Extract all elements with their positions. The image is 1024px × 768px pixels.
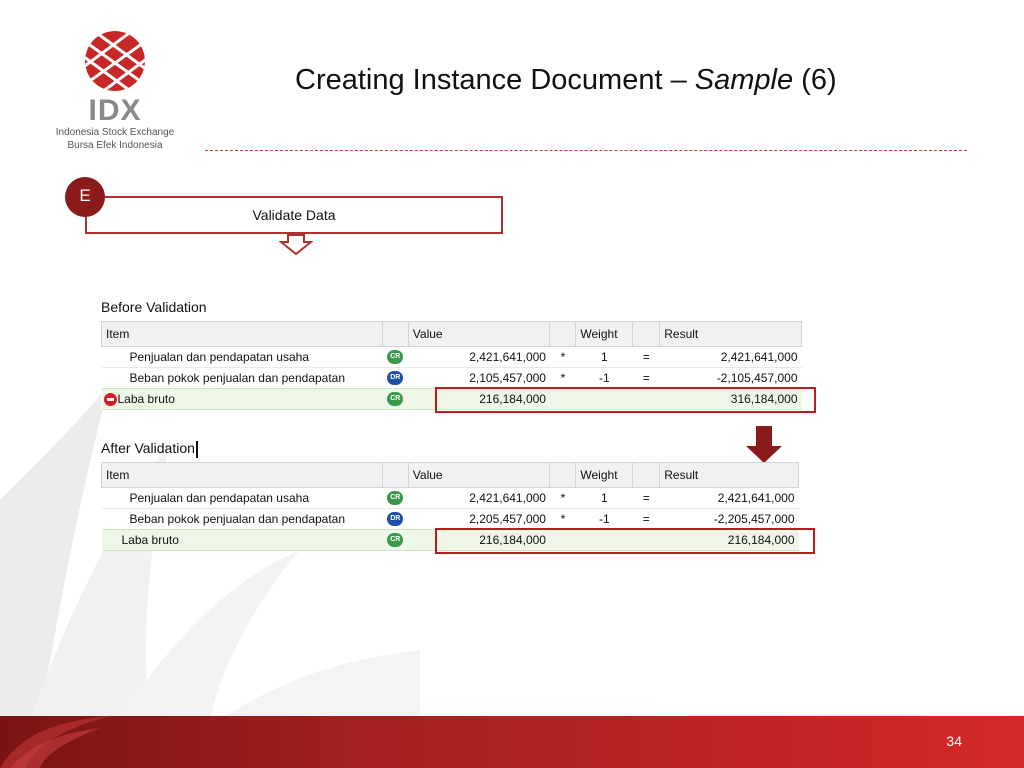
after-validation-label: After Validation [101,440,195,456]
column-header-op [550,463,576,488]
value-cell: 216,184,000 [408,530,550,551]
table-row[interactable] [102,347,802,368]
item-cell: Beban pokok penjualan dan pendapatan [129,512,346,526]
credit-badge-icon: CR [387,491,403,505]
step-box [85,196,503,234]
step-label: Validate Data [252,207,336,223]
idx-logo [40,28,190,163]
column-header-weight[interactable]: Weight [576,463,633,488]
column-header-weight[interactable]: Weight [576,322,633,347]
column-header-result[interactable]: Result [660,463,799,488]
column-header-op [550,322,576,347]
table-row[interactable] [102,488,799,509]
value-cell: 2,421,641,000 [469,350,546,364]
item-cell: Beban pokok penjualan dan pendapatan [129,371,346,385]
result-cell: 216,184,000 [660,530,799,551]
value-cell: 216,184,000 [408,389,550,410]
result-cell: -2,105,457,000 [716,371,798,385]
footer-swirl-icon [0,716,120,768]
table-header [102,322,802,347]
column-header-item[interactable]: Item [102,322,383,347]
slide-title [295,64,837,97]
table-row[interactable] [102,368,802,389]
logo-line2: Bursa Efek Indonesia [67,140,163,151]
table-row[interactable] [102,509,799,530]
logo-line1: Indonesia Stock Exchange [55,127,175,138]
operator-cell: * [560,491,566,505]
text-caret [196,441,198,458]
down-arrow-icon [744,426,784,464]
result-cell: 2,421,641,000 [720,350,798,364]
column-header-value[interactable]: Value [408,463,550,488]
credit-badge-icon: CR [387,533,403,547]
title-suffix: (6) [793,64,837,96]
weight-cell: 1 [601,350,608,364]
column-header-badge [382,322,408,347]
column-header-item[interactable]: Item [102,463,383,488]
column-header-eq [633,463,660,488]
item-cell: Penjualan dan pendapatan usaha [129,350,309,364]
logo-mark: IDX [88,94,142,127]
before-highlight-box [435,387,816,413]
operator-cell: * [560,512,566,526]
debit-badge-icon: DR [387,371,403,385]
result-cell: 316,184,000 [660,389,802,410]
weight-cell: -1 [599,512,610,526]
weight-cell: 1 [601,491,608,505]
title-divider [205,150,967,151]
title-main: Creating Instance Document – [295,64,695,96]
equals-cell: = [642,371,650,385]
item-cell: Penjualan dan pendapatan usaha [129,491,309,505]
item-cell: Laba bruto [102,530,383,551]
table-header [102,463,799,488]
operator-cell: * [560,371,566,385]
weight-cell: -1 [599,371,610,385]
step-letter-badge: E [65,177,105,217]
operator-cell: * [560,350,566,364]
value-cell: 2,205,457,000 [469,512,546,526]
page-number: 34 [946,733,962,749]
result-cell: -2,205,457,000 [713,512,795,526]
credit-badge-icon: CR [387,392,403,406]
after-highlight-box [435,528,815,554]
idx-logo-icon [80,28,150,94]
after-validation-title [101,440,198,458]
step-down-arrow-icon [279,234,313,256]
item-cell: Laba bruto [117,391,175,406]
result-cell: 2,421,641,000 [717,491,795,505]
column-header-value[interactable]: Value [408,322,550,347]
equals-cell: = [642,491,650,505]
debit-badge-icon: DR [387,512,403,526]
equals-cell: = [642,350,650,364]
before-validation-title: Before Validation [101,299,207,315]
error-icon [104,393,117,406]
column-header-badge [382,463,408,488]
footer-bar [0,716,1024,768]
value-cell: 2,105,457,000 [469,371,546,385]
credit-badge-icon: CR [387,350,403,364]
column-header-eq [633,322,660,347]
column-header-result[interactable]: Result [660,322,802,347]
title-italic: Sample [694,64,794,96]
equals-cell: = [642,512,650,526]
value-cell: 2,421,641,000 [469,491,546,505]
